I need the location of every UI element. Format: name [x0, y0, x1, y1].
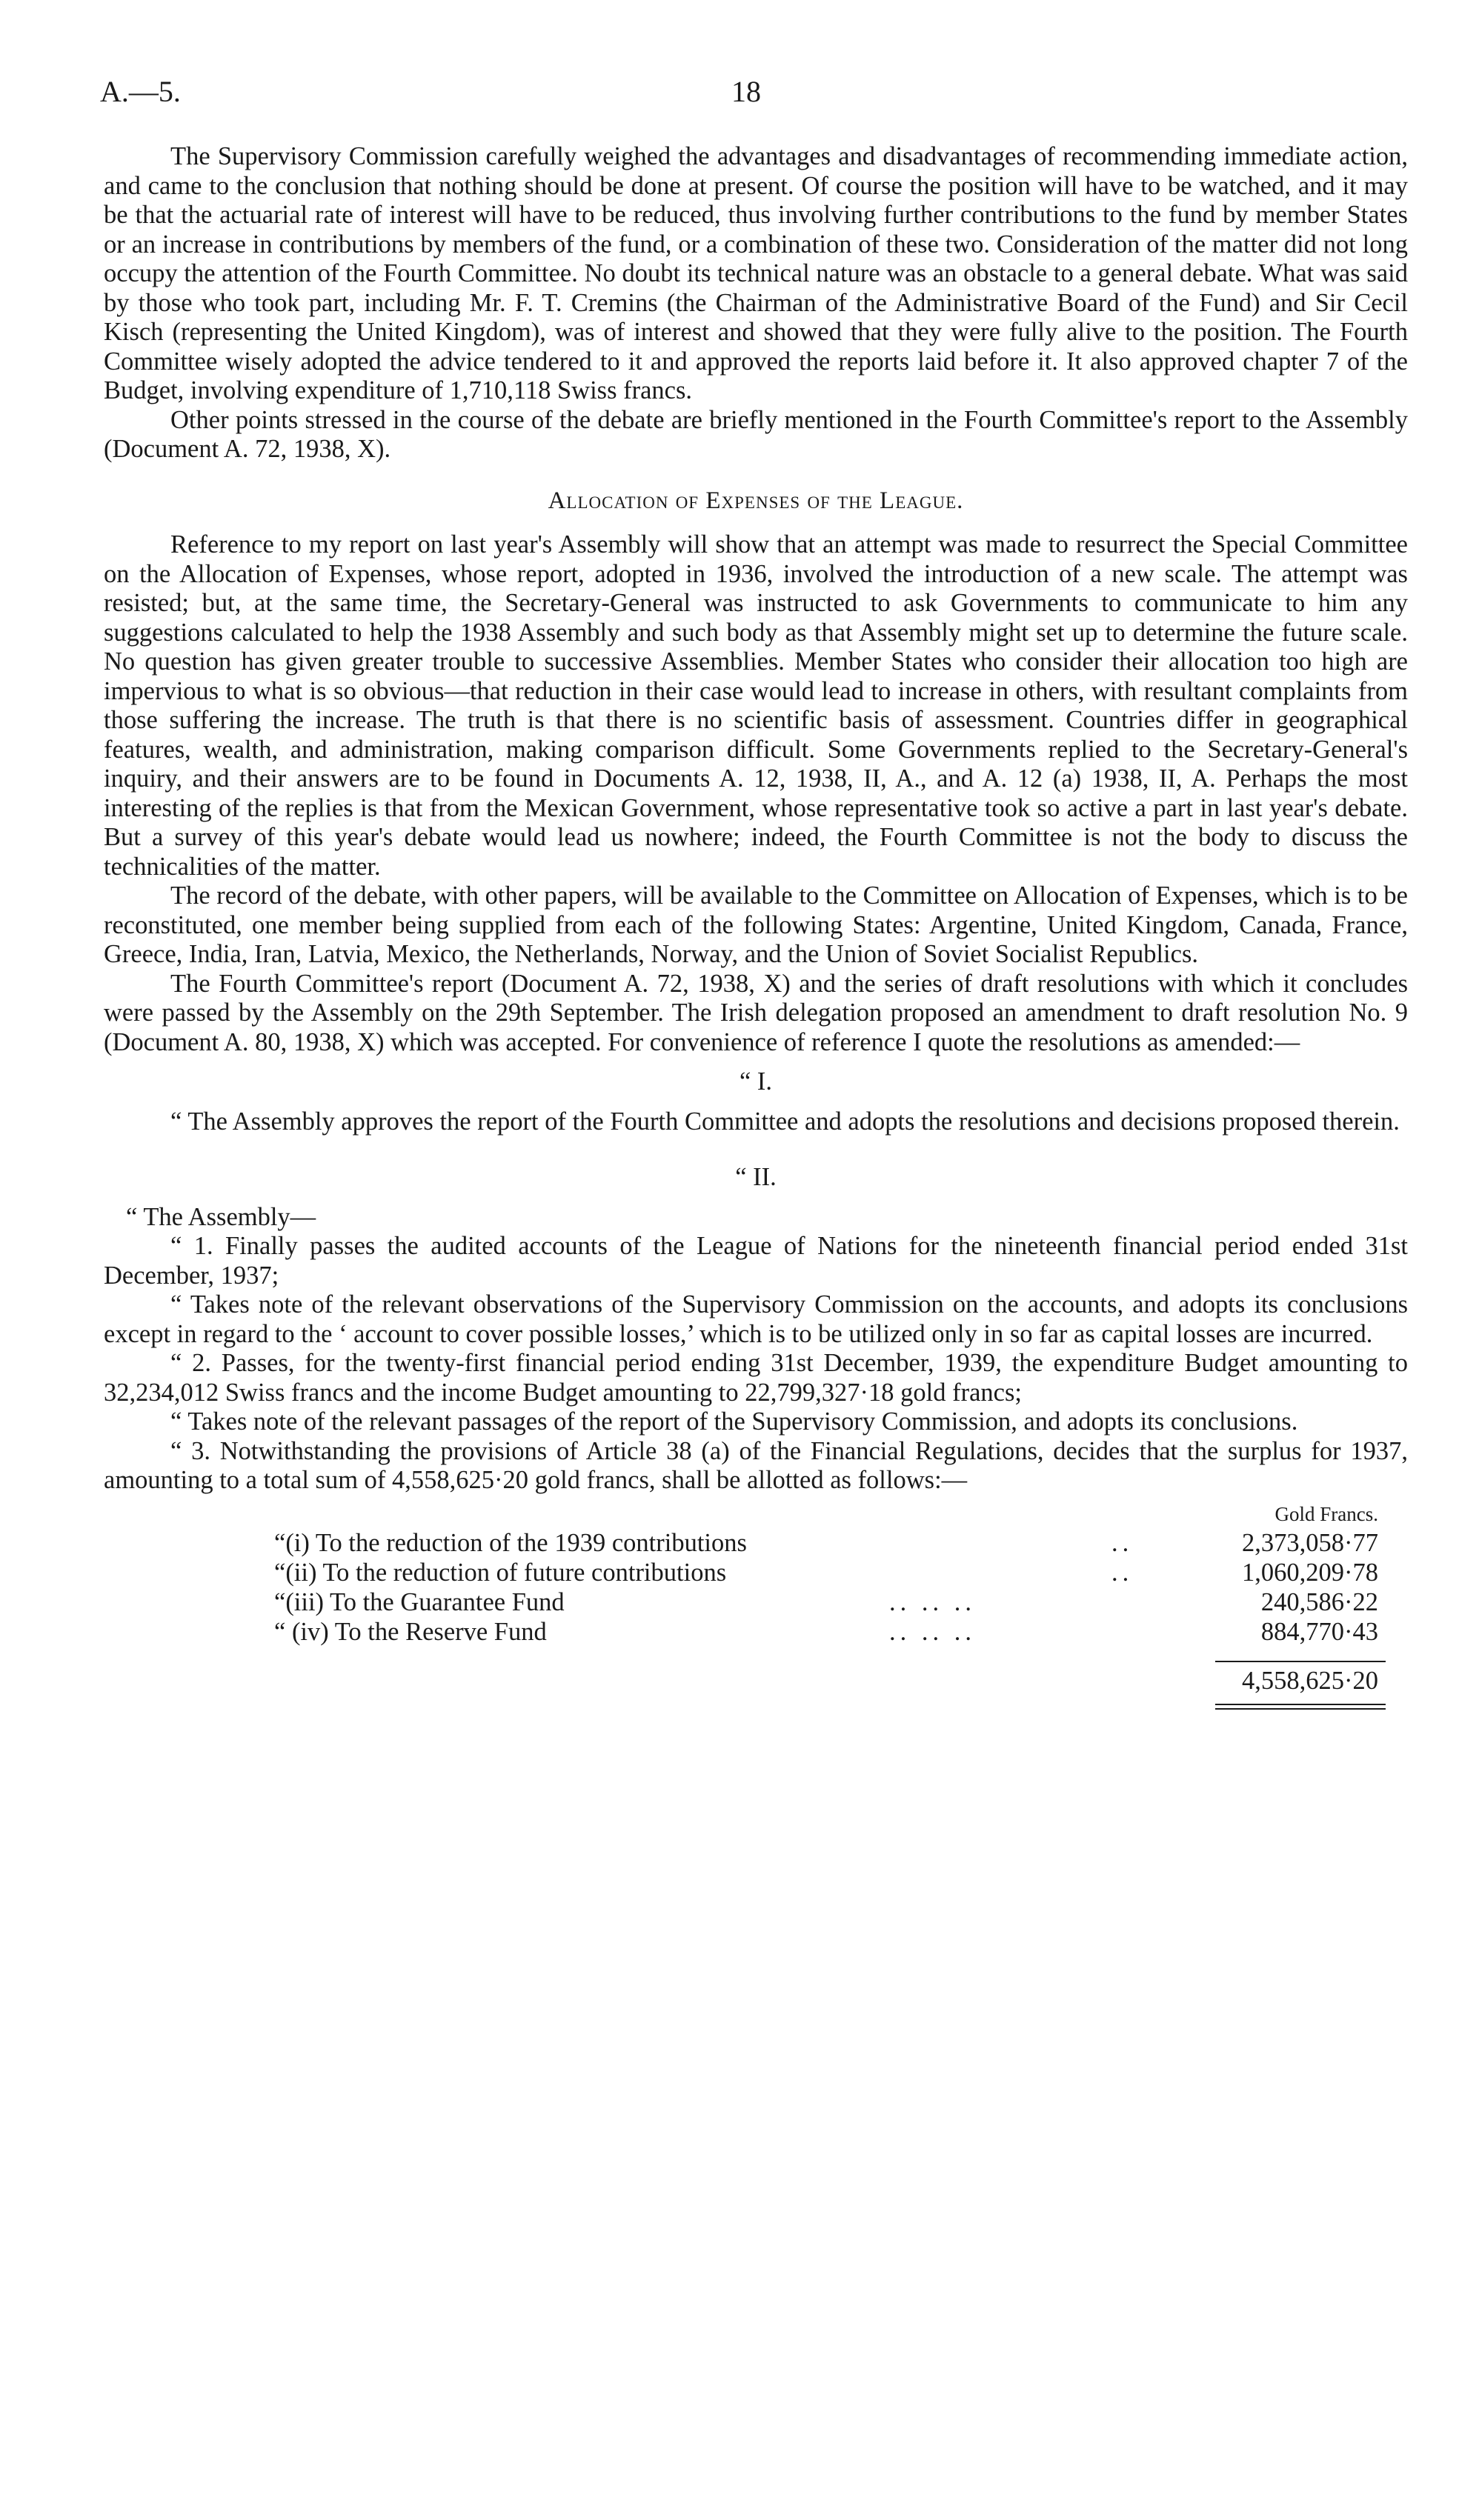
total-rule-top [1215, 1661, 1386, 1662]
row-label: “ (iv) To the Reserve Fund [274, 1618, 547, 1646]
total-rule-double-2 [1215, 1708, 1386, 1710]
leader-dots: .. [1111, 1559, 1134, 1587]
resolution-ii-item-2-note: “ Takes note of the relevant passages of the report of the Supervisory Commission, and adopts its conclusions. [170, 1407, 1298, 1436]
row-amount: 1,060,209·78 [1242, 1559, 1378, 1587]
paragraph-record-of-debate: The record of the debate, with other papers, will be available to the Committee on Allocation of Expenses, which is to be reconstituted, one member being supplied from each of the following States: Argentine, United Kingdom, Canada, France, Greece, India, Iran, Latvia, Mexico, the Netherlands, Norway, and the Union of Soviet Socialist Republics. [104, 881, 1408, 968]
leader-dots: .. .. .. [889, 1618, 976, 1646]
body-text [104, 142, 1408, 1716]
total-amount: 4,558,625·20 [1242, 1667, 1378, 1695]
paragraph-allocation-reference: Reference to my report on last year's Assembly will show that an attempt was made to resurrect the Special Committee on the Allocation of Expenses, whose report, adopted in 1936, involved the introduction of a new scale. The attempt was resisted; but, at the same time, the Secretary-General was instructed to ask Governments to communicate to him any suggestions calculated to help the 1938 Assembly and such body as that Assembly might set up to determine the future scale. No question has given greater trouble to successive Assemblies. Member States who consider their allocation too high are impervious to what is so obvious—that reduction in their case would lead to increase in others, with resultant complaints from those suffering the increase. The truth is that there is no scientific basis of assessment. Countries differ in geographical features, wealth, and administration, making comparison difficult. Some Governments replied to the Secretary-General's inquiry, and their answers are to be found in Documents A. 12, 1938, II, A., and A. 12 (a) 1938, II, A. Perhaps the most interesting of the replies is that from the Mexican Government, whose representative took so active a part in last year's debate. But a survey of this year's debate would lead us nowhere; indeed, the Fourth Committee is not the body to discuss the technicalities of the matter. [104, 530, 1408, 881]
leader-dots: .. [1111, 1529, 1134, 1557]
resolution-i-text: “ The Assembly approves the report of the Fourth Committee and adopts the resolutions and decisions proposed therein. [170, 1107, 1400, 1136]
row-amount: 240,586·22 [1260, 1588, 1378, 1616]
resolution-ii-item-1-note: “ Takes note of the relevant observations of the Supervisory Commission on the accounts, and adopts its conclusions except in regard to the ‘ account to cover possible losses,’ which is to be utilized only in so far as capital losses are incurred. [104, 1290, 1408, 1348]
leader-dots: .. .. .. [889, 1588, 976, 1616]
resolutions [104, 1067, 1408, 1496]
page-number: 18 [731, 75, 761, 108]
row-label: “(ii) To the reduction of future contributions [274, 1559, 727, 1587]
paragraph-supervisory-commission: The Supervisory Commission carefully weighed the advantages and disadvantages of recommending immediate action, and came to the conclusion that nothing should be done at present. Of course the position will have to be watched, and it may be that the actuarial rate of interest will have to be reduced, thus involving further contributions to the fund by member States or an increase in contributions by members of the fund, or a combination of these two. Consideration of the matter did not long occupy the attention of the Fourth Committee. No doubt its technical nature was an obstacle to a general debate. What was said by those who took part, including Mr. F. T. Cremins (the Chairman of the Administrative Board of the Fund) and Sir Cecil Kisch (representing the United Kingdom), was of interest and showed that they were fully alive to the position. The Fourth Committee wisely adopted the advice tendered to it and approved the reports laid before it. It also approved chapter 7 of the Budget, involving expenditure of 1,710,118 Swiss francs. [104, 142, 1408, 404]
table-row [104, 1559, 1408, 1588]
row-label: “(i) To the reduction of the 1939 contributions [274, 1529, 747, 1557]
table-row [104, 1588, 1408, 1618]
surplus-allocation-table [104, 1500, 1408, 1716]
resolution-ii-intro: “ The Assembly— [126, 1202, 316, 1231]
resolution-ii-heading: “ II. [735, 1163, 777, 1191]
table-row [104, 1529, 1408, 1559]
total-rule-double-1 [1215, 1704, 1386, 1705]
column-header-gold-francs: Gold Francs. [1274, 1502, 1378, 1525]
document-reference: A.—5. [100, 75, 181, 108]
row-amount: 884,770·43 [1260, 1618, 1378, 1646]
resolution-ii-item-3: “ 3. Notwithstanding the provisions of Article 38 (a) of the Financial Regulations, decides that the surplus for 1937, amounting to a total sum of 4,558,625·20 gold francs, shall be allotted as follows:— [104, 1436, 1408, 1494]
paragraph-fourth-committee-report: The Fourth Committee's report (Document A. 72, 1938, X) and the series of draft resolutions with which it concludes were passed by the Assembly on the 29th September. The Irish delegation proposed an amendment to draft resolution No. 9 (Document A. 80, 1938, X) which was accepted. For convenience of reference I quote the resolutions as amended:— [104, 969, 1408, 1056]
section-heading: Allocation of Expenses of the League. [548, 487, 964, 514]
resolution-i-heading: “ I. [739, 1067, 773, 1096]
row-amount: 2,373,058·77 [1242, 1529, 1378, 1557]
resolution-ii-item-1: “ 1. Finally passes the audited accounts of the League of Nations for the nineteenth financial period ended 31st December, 1937; [104, 1232, 1408, 1290]
page-header [100, 74, 1412, 119]
row-label: “(iii) To the Guarantee Fund [274, 1588, 565, 1616]
paragraph-other-points: Other points stressed in the course of the debate are briefly mentioned in the Fourth Committee's report to the Assembly (Document A. 72, 1938, X). [104, 405, 1408, 463]
total-row [104, 1647, 1408, 1716]
resolution-ii-item-2: “ 2. Passes, for the twenty-first financial period ending 31st December, 1939, the expenditure Budget amounting to 32,234,012 Swiss francs and the income Budget amounting to 22,799,327·18 gold francs; [104, 1349, 1408, 1407]
table-row [104, 1618, 1408, 1647]
